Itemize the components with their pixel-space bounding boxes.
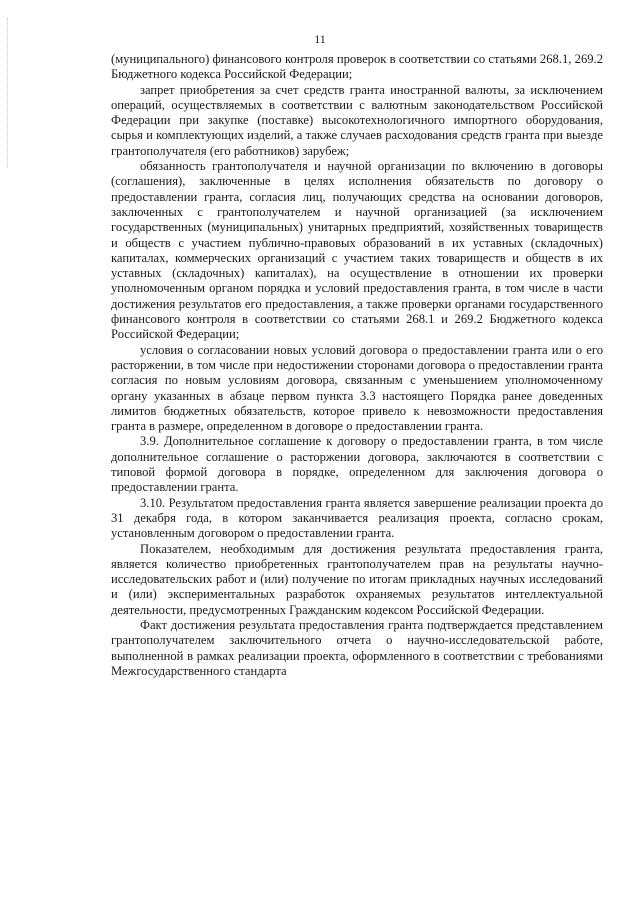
paragraph-1: (муниципального) финансового контроля проверок в соответствии со статьями 268.1, 269.2 Бюджетного кодекса Российской Федерации; — [111, 52, 603, 82]
paragraph-8: Факт достижения результата предоставления гранта подтверждается представлением грантополучателем заключительного отчета о научно-исследовательской работе, выполненной в рамках реализации проекта, оформленного в соответствии с требованиями Межгосударственного стандарта — [111, 617, 603, 678]
page-number: 11 — [314, 32, 326, 46]
paragraph-3: обязанность грантополучателя и научной организации по включению в договоры (соглашения), заключенные в целях исполнения обязательств по договору о предоставлении гранта, согласия лиц, получающих средства на основании договоров, заключенных с грантополучателем и научной организацией (за исключением государственных (муниципальных) унитарных предприятий, хозяйственных товариществ и обществ с участием публично-правовых образований в их уставных (складочных) капиталах, коммерческих организаций с участием таких товариществ и обществ в их уставных (складочных) капиталах), на осуществление в отношении их проверки уполномоченным органом порядка и условий предоставления гранта, в том числе в части достижения результатов его предоставления, а также проверки органами государственного финансового контроля в соответствии со статьями 268.1 и 269.2 Бюджетного кодекса Российской Федерации; — [111, 159, 603, 342]
paragraph-6: 3.10. Результатом предоставления гранта является завершение реализации проекта до 31 декабря года, в котором заканчивается реализация проекта, согласно срокам, установленным договором о предоставлении гранта. — [111, 495, 603, 541]
document-body — [111, 52, 603, 679]
paragraph-5: 3.9. Дополнительное соглашение к договору о предоставлении гранта, в том числе дополнительное соглашение о расторжении договора, заключаются в соответствии с типовой формой договора в порядке, определенном для заключения договора о предоставлении гранта. — [111, 434, 603, 495]
paragraph-4: условия о согласовании новых условий договора о предоставлении гранта или о его расторжении, в том числе при недостижении сторонами договора о предоставлении гранта согласия по новым условиям договора, связанным с уменьшением уполномоченному органу указанных в абзаце первом пункта 3.3 настоящего Порядка ранее доведенных лимитов бюджетных обязательств, которое привело к невозможности предоставления гранта в размере, определенном в договоре о предоставлении гранта. — [111, 342, 603, 434]
paragraph-7: Показателем, необходимым для достижения результата предоставления гранта, является количество приобретенных грантополучателем прав на результаты научно-исследовательских работ и (или) получение по итогам прикладных научных исследований и (или) экспериментальных разработок охраняемых результатов интеллектуальной деятельности, предусмотренных Гражданским кодексом Российской Федерации. — [111, 541, 603, 617]
paragraph-2: запрет приобретения за счет средств гранта иностранной валюты, за исключением операций, осуществляемых в соответствии с валютным законодательством Российской Федерации при закупке (поставке) высокотехнологичного импортного оборудования, сырья и комплектующих изделий, а также случаев расходования средств гранта при выезде грантополучателя (его работников) зарубеж; — [111, 82, 603, 158]
